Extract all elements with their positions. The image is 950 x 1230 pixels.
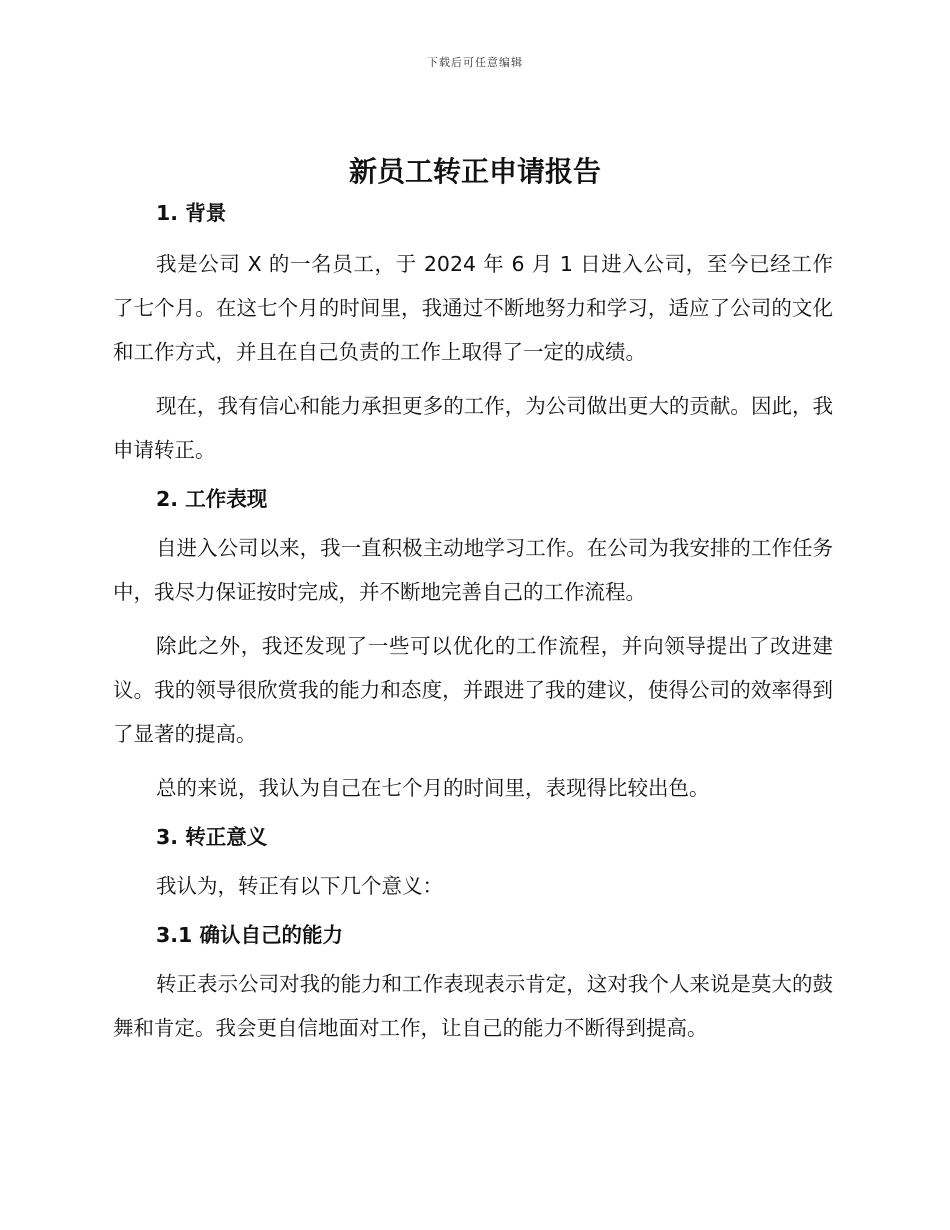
section-heading-background: 1. 背景 [156, 201, 227, 225]
paragraph-background-1: 我是公司 X 的一名员工，于 2024 年 6 月 1 日进入公司，至今已经工作了七个月。在这七个月的时间里，我通过不断地努力和学习，适应了公司的文化和工作方式，并且在自己负责的工作上取得了一定的成绩。 [113, 252, 833, 364]
paragraph-significance-1: 我认为，转正有以下几个意义： [156, 874, 443, 898]
document-body [113, 196, 833, 1060]
paragraph-performance-2: 除此之外，我还发现了一些可以优化的工作流程，并向领导提出了改进建议。我的领导很欣赏我的能力和态度，并跟进了我的建议，使得公司的效率得到了显著的提高。 [113, 634, 833, 746]
paragraph-performance-1: 自进入公司以来，我一直积极主动地学习工作。在公司为我安排的工作任务中，我尽力保证按时完成，并不断地完善自己的工作流程。 [113, 536, 833, 604]
section-heading-significance: 3. 转正意义 [156, 825, 268, 849]
paragraph-performance-3: 总的来说，我认为自己在七个月的时间里，表现得比较出色。 [156, 776, 710, 800]
header-note: 下载后可任意编辑 [427, 56, 523, 69]
paragraph-confirm-ability-1: 转正表示公司对我的能力和工作表现表示肯定，这对我个人来说是莫大的鼓舞和肯定。我会更自信地面对工作，让自己的能力不断得到提高。 [113, 972, 833, 1040]
document-title: 新员工转正申请报告 [348, 155, 601, 188]
subsection-heading-confirm-ability: 3.1 确认自己的能力 [156, 923, 343, 947]
paragraph-background-2: 现在，我有信心和能力承担更多的工作，为公司做出更大的贡献。因此，我申请转正。 [113, 394, 833, 462]
section-heading-performance: 2. 工作表现 [156, 487, 268, 511]
